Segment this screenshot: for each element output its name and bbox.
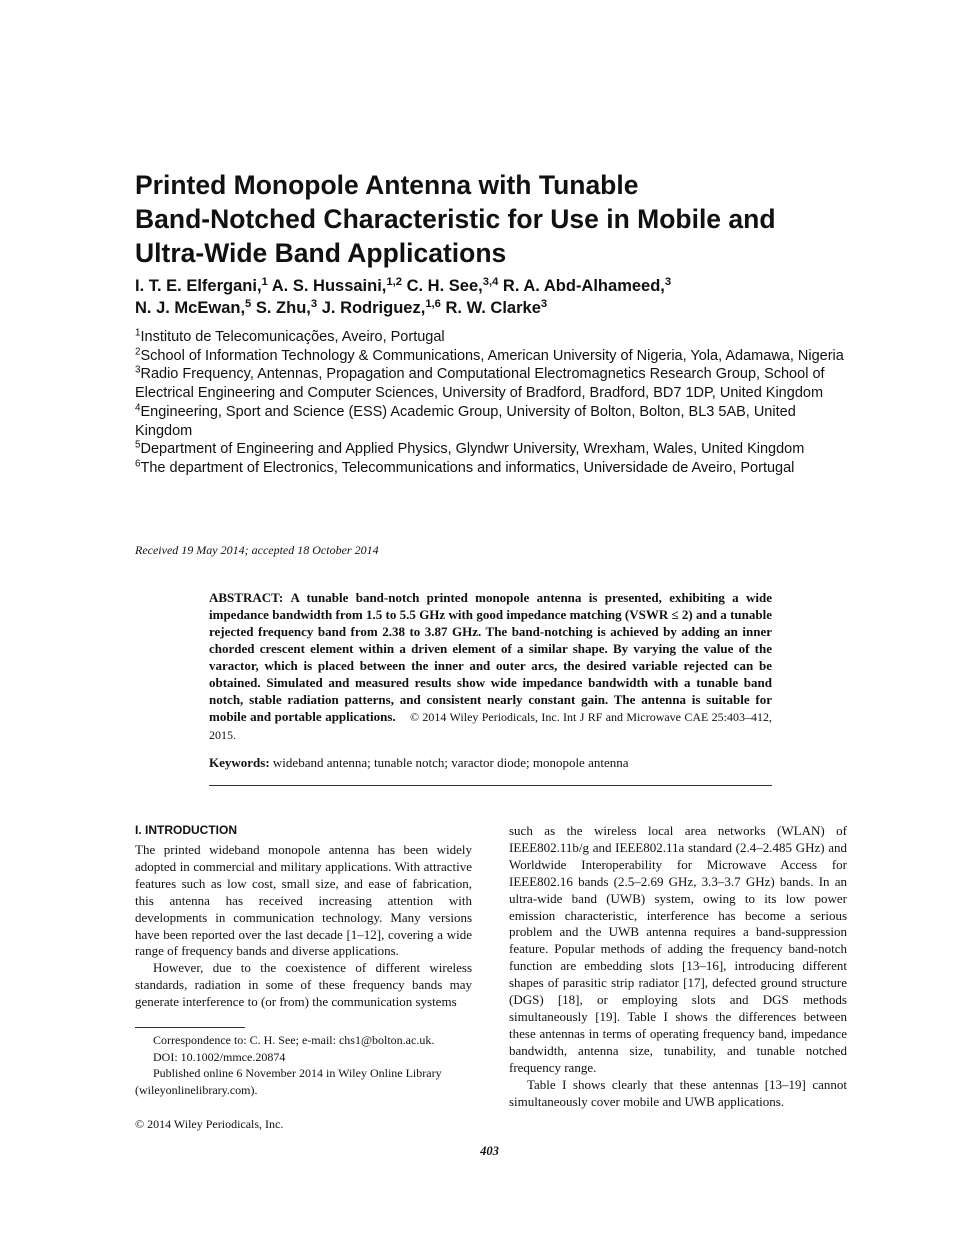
- footnote-published: Published online 6 November 2014 in Wiley Online Library (wileyonlinelibrary.com).: [135, 1066, 442, 1097]
- title-line: Ultra-Wide Band Applications: [135, 238, 507, 268]
- abstract: [209, 589, 772, 744]
- author-name: A. S. Hussaini,: [271, 277, 387, 295]
- author-name: N. J. McEwan,: [135, 299, 246, 317]
- affiliation-number: 2: [135, 346, 141, 358]
- affiliation-number: 6: [135, 458, 141, 470]
- affiliation-number: 5: [135, 439, 141, 451]
- affiliation-text: Instituto de Telecomunicações, Aveiro, Portugal: [140, 329, 445, 345]
- page-number: 403: [480, 1144, 499, 1158]
- affiliation-text: Radio Frequency, Antennas, Propagation and Computational Electromagnetics Research Group, School of Electrical Engineering and Computer Sciences, University of Bradford, Bradford, BD7 1DP, United Kingdom: [135, 366, 825, 402]
- abstract-label: ABSTRACT:: [209, 590, 284, 605]
- received-date: Received 19 May 2014; accepted 18 October 2014: [135, 543, 379, 557]
- footnotes: [135, 1032, 472, 1098]
- author-name: R. A. Abd-Alhameed,: [502, 277, 665, 295]
- author-name: S. Zhu,: [255, 299, 311, 317]
- author-name: C. H. See,: [406, 277, 483, 295]
- author-affiliation-mark: 1,2: [386, 275, 402, 288]
- section-heading: I. INTRODUCTION: [135, 823, 237, 837]
- author-affiliation-mark: 3,4: [482, 275, 499, 288]
- author-affiliation-mark: 1: [261, 275, 268, 288]
- affiliation-list: [135, 328, 855, 478]
- affiliation: [135, 440, 855, 459]
- paragraph: such as the wireless local area networks (WLAN) of IEEE802.11b/g and IEEE802.11a standard (2.4–2.485 GHz) and Worldwide Interoperability for Microwave Access for IEEE802.16 bands (2.5–2.69 GHz, 3.3–3.7 GHz) bands. In an ultra-wide band (UWB) system, owing to its low power emission characteristic, interference has become a serious problem and the UWB antenna requires a band-suppression feature. Popular methods of adding the frequency band-notch function are embedding slots [13–16], introducing different shapes of parasitic strip radiator [17], defected ground structure (DGS) [18], or employing slots and DGS methods simultaneously [19]. Table I shows the differences between these antennas in terms of operating frequency band, impedance bandwidth, antenna size, tunability, and tunable notched frequency range.: [509, 823, 847, 1075]
- author-affiliation-mark: 5: [245, 297, 252, 310]
- author-affiliation-mark: 3: [310, 297, 318, 310]
- affiliation: [135, 403, 855, 440]
- affiliation: [135, 328, 855, 347]
- affiliation: [135, 459, 855, 478]
- footnote-doi: DOI: 10.1002/mmce.20874: [153, 1049, 286, 1064]
- keywords-text: wideband antenna; tunable notch; varactor diode; monopole antenna: [272, 755, 629, 770]
- footnote-divider: [135, 1027, 245, 1028]
- author-affiliation-mark: 3: [540, 297, 548, 310]
- author-affiliation-mark: 1,6: [425, 297, 441, 310]
- paragraph: The printed wideband monopole antenna has been widely adopted in commercial and military applications. With attractive features such as low cost, small size, and ease of fabrication, this antenna has received increasing attention with developments in communication technology. Many versions have been reported over the last decade [1–12], covering a wide range of frequency bands and diverse applications.: [135, 842, 472, 959]
- affiliation-text: The department of Electronics, Telecommunications and informatics, Universidade de Aveiro, Portugal: [140, 459, 795, 476]
- abstract-divider: [209, 785, 772, 786]
- affiliation-number: 3: [135, 364, 141, 376]
- title-line: Band-Notched Characteristic for Use in Mobile and: [135, 204, 776, 234]
- affiliation: [135, 365, 855, 402]
- affiliation-number: 4: [135, 402, 141, 414]
- author-list: [135, 275, 855, 319]
- footer-copyright: © 2014 Wiley Periodicals, Inc.: [135, 1117, 284, 1131]
- keywords-label: Keywords:: [209, 755, 270, 770]
- abstract-copyright: © 2014 Wiley Periodicals, Inc. Int J RF and Microwave CAE 25:403–412, 2015.: [209, 710, 773, 742]
- right-column: [509, 823, 847, 1110]
- affiliation-text: School of Information Technology & Communications, American University of Nigeria, Yola, Adamawa, Nigeria: [140, 347, 844, 364]
- paragraph: However, due to the coexistence of different wireless standards, radiation in some of these frequency bands may generate interference to (or from) the communication systems: [135, 960, 472, 1010]
- affiliation-text: Engineering, Sport and Science (ESS) Academic Group, University of Bolton, Bolton, BL3 5AB, United Kingdom: [135, 403, 796, 439]
- left-column: [135, 842, 472, 1011]
- author-name: R. W. Clarke: [445, 299, 541, 317]
- keywords: [209, 755, 772, 771]
- affiliation: [135, 347, 855, 366]
- affiliation-number: 1: [135, 327, 141, 339]
- paper-title: [135, 168, 855, 270]
- paragraph: Table I shows clearly that these antennas [13–19] cannot simultaneously cover mobile and UWB applications.: [509, 1076, 847, 1109]
- author-name: I. T. E. Elfergani,: [135, 277, 262, 295]
- abstract-body: A tunable band-notch printed monopole antenna is presented, exhibiting a wide impedance bandwidth from 1.5 to 5.5 GHz with good impedance matching (VSWR ≤ 2) and a tunable rejected frequency band from 2.38 to 3.87 GHz. The band-notching is achieved by adding an inner chorded crescent element within a driven element of a similar shape. By varying the value of the varactor, which is placed between the inner and outer arcs, the desired variable rejected can be obtained. Simulated and measured results show wide impedance bandwidth with a tunable band notch, stable radiation patterns, and consistent nearly constant gain. The antenna is suitable for mobile and portable applications.: [209, 590, 773, 724]
- author-name: J. Rodriguez,: [321, 299, 426, 317]
- title-line: Printed Monopole Antenna with Tunable: [135, 170, 639, 200]
- author-affiliation-mark: 3: [664, 275, 672, 288]
- footnote-correspondence: Correspondence to: C. H. See; e-mail: chs1@bolton.ac.uk.: [153, 1033, 435, 1047]
- affiliation-text: Department of Engineering and Applied Physics, Glyndwr University, Wrexham, Wales, United Kingdom: [140, 441, 805, 458]
